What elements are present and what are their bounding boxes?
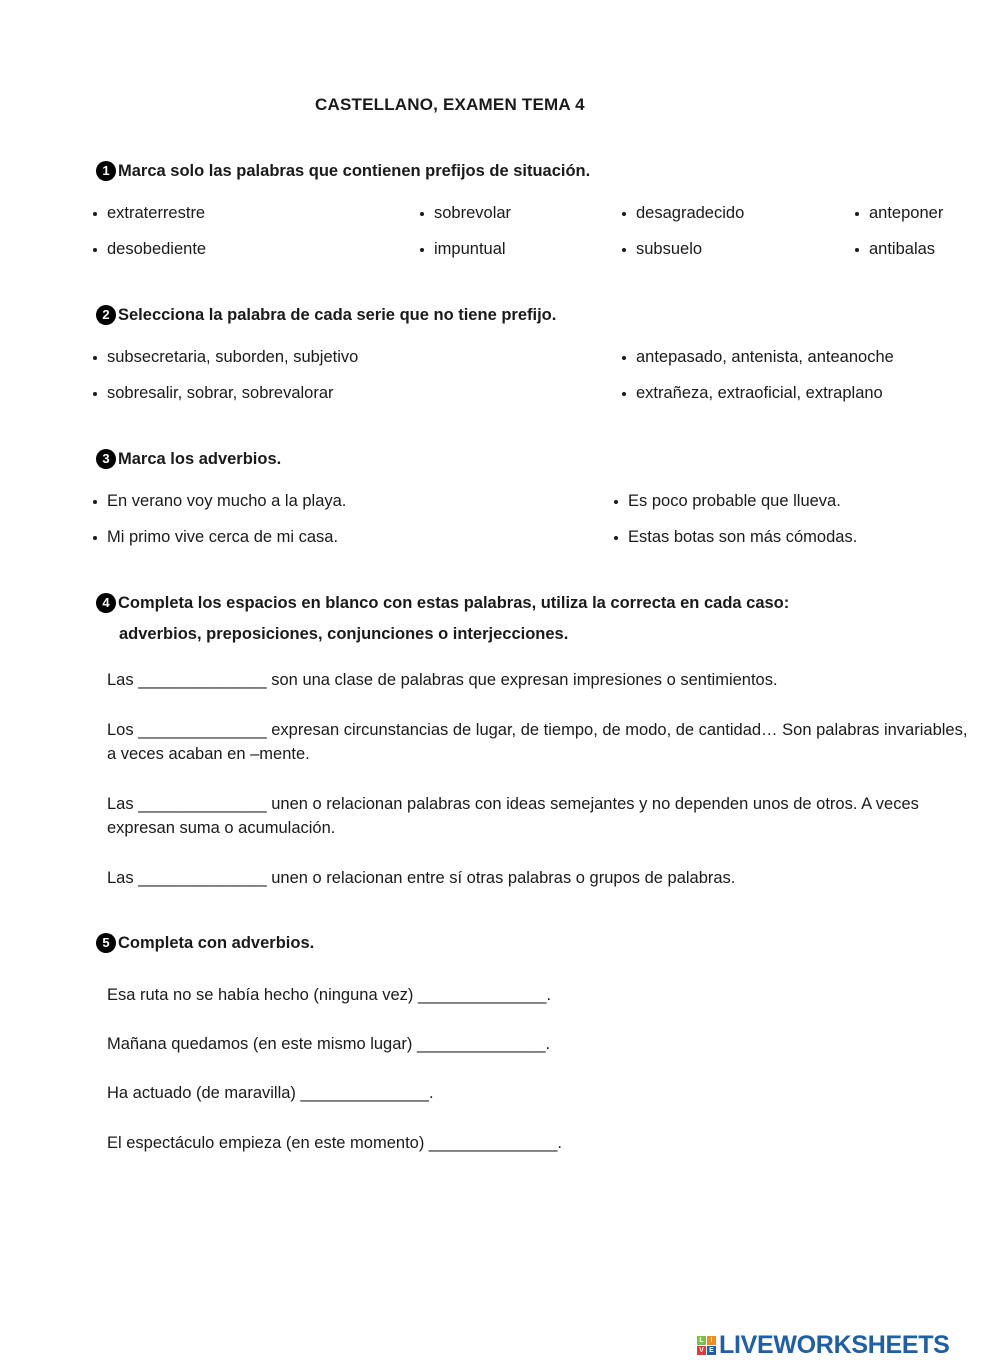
- q4-sentence: Los ______________ expresan circunstancias de lugar, de tiempo, de modo, de cantidad… Son palabras invariables, a veces acaban en –mente.: [107, 721, 968, 763]
- q2-option[interactable]: extrañeza, extraoficial, extraplano: [622, 384, 883, 403]
- q5-heading: [96, 933, 314, 953]
- q3-option[interactable]: En verano voy mucho a la playa.: [93, 492, 346, 511]
- bullet-icon: [614, 536, 618, 540]
- q2-option[interactable]: subsecretaria, suborden, subjetivo: [93, 348, 358, 367]
- bullet-icon: [93, 356, 97, 360]
- bullet-icon: [420, 248, 424, 252]
- q1-option[interactable]: impuntual: [420, 240, 506, 259]
- liveworksheets-logo[interactable]: [697, 1331, 950, 1360]
- bullet-icon: [420, 212, 424, 216]
- answer-blank[interactable]: ______________: [138, 721, 267, 739]
- q4-sentence: Las ______________ unen o relacionan entre sí otras palabras o grupos de palabras.: [107, 869, 736, 887]
- q5-sentence: El espectáculo empieza (en este momento) ______________.: [107, 1134, 562, 1152]
- bullet-icon: [622, 212, 626, 216]
- liveworksheets-logo-icon: L I V E: [697, 1336, 716, 1355]
- q2-heading-text: Selecciona la palabra de cada serie que no tiene prefijo.: [118, 305, 557, 324]
- bullet-icon: [622, 356, 626, 360]
- q3-option[interactable]: Estas botas son más cómodas.: [614, 528, 857, 547]
- q2-option[interactable]: sobresalir, sobrar, sobrevalorar: [93, 384, 334, 403]
- q4-heading-text: Completa los espacios en blanco con estas palabras, utiliza la correcta en cada caso:: [118, 593, 790, 612]
- q5-sentence: Ha actuado (de maravilla) ______________.: [107, 1084, 434, 1102]
- bullet-icon: [93, 212, 97, 216]
- q1-option[interactable]: subsuelo: [622, 240, 702, 259]
- q4-heading: [96, 593, 789, 613]
- q2-option[interactable]: antepasado, antenista, anteanoche: [622, 348, 894, 367]
- liveworksheets-logo-text: LIVEWORKSHEETS: [719, 1331, 950, 1359]
- q2-number-badge: 2: [96, 305, 116, 325]
- answer-blank[interactable]: ______________: [138, 795, 267, 813]
- q3-heading: [96, 449, 281, 469]
- q4-number-badge: 4: [96, 593, 116, 613]
- answer-blank[interactable]: ______________: [417, 986, 547, 1004]
- bullet-icon: [614, 500, 618, 504]
- bullet-icon: [622, 248, 626, 252]
- answer-blank[interactable]: ______________: [138, 671, 267, 689]
- q5-sentence: Mañana quedamos (en este mismo lugar) ______________.: [107, 1035, 551, 1053]
- bullet-icon: [855, 248, 859, 252]
- page-title: CASTELLANO, EXAMEN TEMA 4: [315, 95, 585, 114]
- q1-heading: [96, 161, 590, 181]
- q1-option[interactable]: anteponer: [855, 204, 943, 223]
- q1-option[interactable]: antibalas: [855, 240, 935, 259]
- q4-sentence: Las ______________ unen o relacionan palabras con ideas semejantes y no dependen unos de otros. A veces expresan suma o acumulación.: [107, 795, 919, 837]
- q1-option[interactable]: desobediente: [93, 240, 206, 259]
- q1-option[interactable]: sobrevolar: [420, 204, 511, 223]
- bullet-icon: [622, 392, 626, 396]
- q1-number-badge: 1: [96, 161, 116, 181]
- q2-heading: [96, 305, 556, 325]
- bullet-icon: [93, 536, 97, 540]
- q4-subheading: adverbios, preposiciones, conjunciones o interjecciones.: [119, 625, 569, 643]
- answer-blank[interactable]: ______________: [428, 1134, 558, 1152]
- q3-option[interactable]: Es poco probable que llueva.: [614, 492, 841, 511]
- bullet-icon: [855, 212, 859, 216]
- answer-blank[interactable]: ______________: [417, 1035, 546, 1053]
- q1-option[interactable]: desagradecido: [622, 204, 744, 223]
- q3-number-badge: 3: [96, 449, 116, 469]
- q1-option[interactable]: extraterrestre: [93, 204, 205, 223]
- bullet-icon: [93, 500, 97, 504]
- q3-heading-text: Marca los adverbios.: [118, 449, 282, 468]
- bullet-icon: [93, 248, 97, 252]
- q5-sentence: Esa ruta no se había hecho (ninguna vez) ______________.: [107, 986, 552, 1004]
- q1-heading-text: Marca solo las palabras que contienen prefijos de situación.: [118, 161, 591, 180]
- q4-sentence: Las ______________ son una clase de palabras que expresan impresiones o sentimientos.: [107, 671, 778, 689]
- answer-blank[interactable]: ______________: [138, 869, 267, 887]
- answer-blank[interactable]: ______________: [300, 1084, 429, 1102]
- q3-option[interactable]: Mi primo vive cerca de mi casa.: [93, 528, 338, 547]
- q5-heading-text: Completa con adverbios.: [118, 933, 315, 952]
- q5-number-badge: 5: [96, 933, 116, 953]
- bullet-icon: [93, 392, 97, 396]
